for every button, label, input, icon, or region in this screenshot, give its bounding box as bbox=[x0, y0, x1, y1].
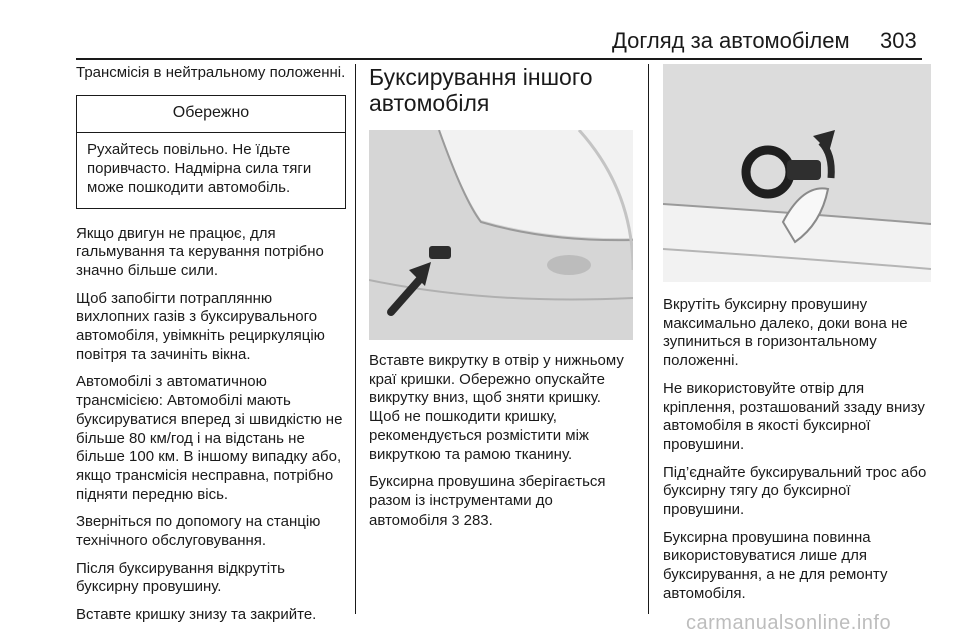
paragraph: Вставте кришку знизу та закрийте. bbox=[76, 606, 317, 624]
column-divider-left bbox=[355, 64, 356, 614]
bumper-cover-drawing bbox=[369, 130, 633, 340]
paragraph: Вкрутіть буксирну провушину максимально далеко, доки вона не зупиниться в горизонтальному положенні. bbox=[663, 296, 908, 370]
caution-body: Рухайтесь повільно. Не їдьте поривчасто. Надмірна сила тяги може пошкодити автомобіль. bbox=[87, 141, 312, 196]
paragraph: Не використовуйте отвір для кріплення, розташований ззаду внизу автомобіля в якості буксирної провушини. bbox=[663, 379, 925, 453]
paragraph: Автомобілі з автоматичною трансмісією: Автомобілі мають буксируватися вперед зі швидкістю не більше 80 км/год і на відстань не більше 100 км. В іншому випадку або, якщо трансмісія несправна, потрібно підняти передню вісь. bbox=[76, 373, 343, 503]
column-divider-right bbox=[648, 64, 649, 614]
header-divider bbox=[76, 58, 922, 60]
towing-eye-drawing bbox=[663, 64, 931, 282]
section-title: Буксирування іншого автомобіля bbox=[369, 64, 593, 116]
page-header bbox=[0, 0, 960, 60]
paragraph: Зверніться по допомогу на станцію технічного обслуговування. bbox=[76, 513, 321, 550]
paragraph: Після буксирування відкрутіть буксирну провушину. bbox=[76, 559, 285, 596]
bumper-cover-illustration bbox=[369, 130, 633, 340]
paragraph: Якщо двигун не працює, для гальмування та керування потрібно значно більше сили. bbox=[76, 224, 324, 279]
column-right bbox=[663, 64, 931, 613]
page-reference-icon: 3 bbox=[451, 511, 460, 528]
header-title: Догляд за автомобілем bbox=[612, 28, 850, 53]
xref-paragraph-text: Буксирна провушина зберігається разом із інструментами до автомобіля bbox=[369, 473, 606, 529]
column-left bbox=[76, 64, 346, 634]
watermark: carmanualsonline.info bbox=[686, 612, 892, 634]
paragraph: Буксирна провушина повинна використовуватися лише для буксирування, а не для ремонту автомобіля. bbox=[663, 528, 888, 602]
caution-box bbox=[76, 95, 346, 209]
caution-title: Обережно bbox=[77, 96, 345, 134]
paragraph: Вставте викрутку в отвір у нижньому краї кришки. Обережно опускайте викрутку вниз, щоб зняти кришку. Щоб не пошкодити кришку, рекомендується розмістити між викруткою та рамою тканину. bbox=[369, 352, 624, 463]
paragraph-with-xref bbox=[369, 473, 635, 530]
page-number: 303 bbox=[880, 28, 917, 53]
page-reference: 283. bbox=[463, 511, 493, 529]
column-middle bbox=[369, 64, 635, 539]
paragraph: Щоб запобігти потраплянню вихлопних газів з буксирувального автомобіля, увімкніть рециркуляцію повітря та зачиніть вікна. bbox=[76, 289, 325, 363]
intro-text: Трансмісія в нейтральному положенні. bbox=[76, 64, 346, 81]
towing-eye-illustration bbox=[663, 64, 931, 282]
paragraph: Під’єднайте буксирувальний трос або буксирну тягу до буксирної провушини. bbox=[663, 463, 927, 519]
